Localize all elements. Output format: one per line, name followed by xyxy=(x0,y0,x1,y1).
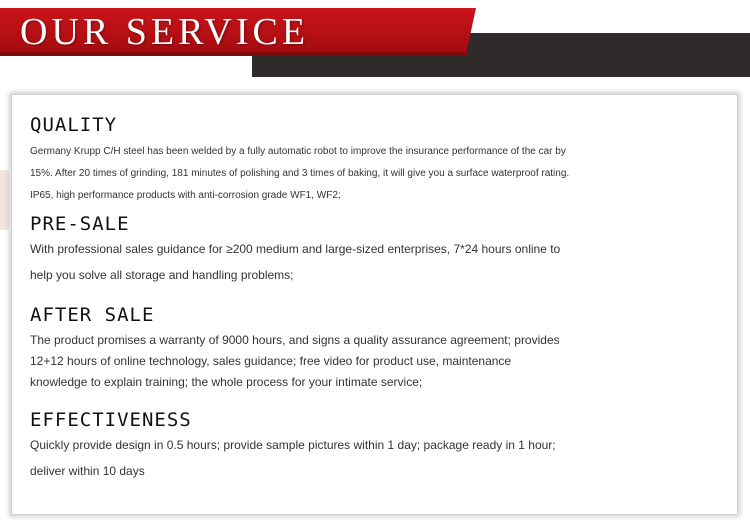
section-pre-sale xyxy=(30,212,630,288)
section-text-pre-sale: With professional sales guidance for ≥200 medium and large-sized enterprises, 7*24 hours online to help you solve all storage and handling problems; xyxy=(30,242,561,282)
section-heading-quality: QUALITY xyxy=(30,114,118,136)
section-effectiveness xyxy=(30,408,630,484)
section-heading-after-sale: AFTER SALE xyxy=(30,304,155,326)
section-heading-pre-sale: PRE-SALE xyxy=(30,213,130,235)
section-text-effectiveness: Quickly provide design in 0.5 hours; provide sample pictures within 1 day; package ready in 1 hour; deliver within 10 days xyxy=(30,438,556,478)
section-heading-effectiveness: EFFECTIVENESS xyxy=(30,409,192,431)
side-decoration xyxy=(0,170,9,230)
section-text-after-sale: The product promises a warranty of 9000 hours, and signs a quality assurance agreement; provides 12+12 hours of online technology, sales guidance; free video for product use, maintenance knowledge to explain training; the whole process for your intimate service; xyxy=(30,333,560,389)
section-text-quality: Germany Krupp C/H steel has been welded by a fully automatic robot to improve the insurance performance of the car by 15%. After 20 times of grinding, 181 minutes of polishing and 3 times of baking, it will give you a surface waterproof rating. IP65, high performance products with anti-corrosion grade WF1, WF2; xyxy=(30,146,570,201)
service-banner xyxy=(0,0,750,80)
section-after-sale xyxy=(30,303,630,393)
page-title: OUR SERVICE xyxy=(20,11,310,53)
section-quality xyxy=(30,113,630,207)
service-card xyxy=(11,94,738,515)
